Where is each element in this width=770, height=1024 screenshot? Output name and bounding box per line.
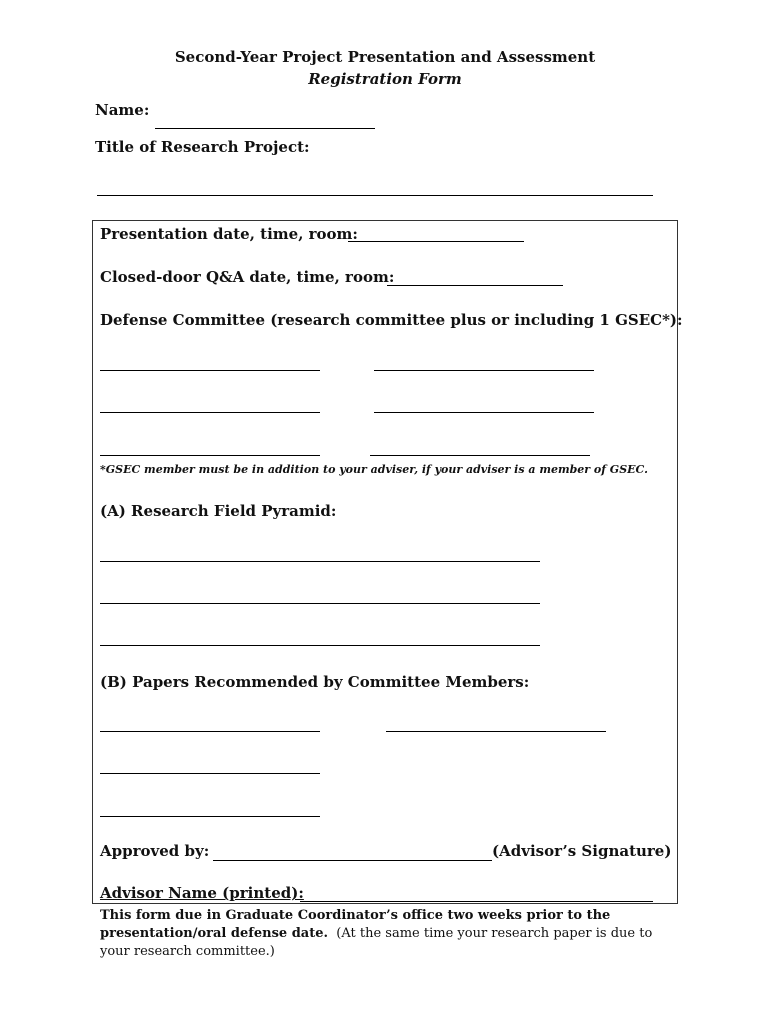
research-title-line[interactable] <box>97 195 653 196</box>
committee-line[interactable] <box>100 370 320 371</box>
papers-line[interactable] <box>386 731 606 732</box>
pyramid-label: (A) Research Field Pyramid: <box>100 502 337 520</box>
committee-line[interactable] <box>374 412 594 413</box>
presentation-label: Presentation date, time, room: <box>100 225 358 243</box>
footer-bold-text: This form due in Graduate Coordinator’s office two weeks prior to the presentation/oral defense date. <box>100 908 611 941</box>
footer-note <box>100 907 680 961</box>
papers-line[interactable] <box>100 773 320 774</box>
form-title: Second-Year Project Presentation and Assessment <box>174 48 596 66</box>
papers-line[interactable] <box>100 816 320 817</box>
committee-label: Defense Committee (research committee plus or including 1 GSEC*): <box>100 311 683 329</box>
committee-line[interactable] <box>100 455 320 456</box>
form-subtitle: Registration Form <box>308 70 462 88</box>
footer-normal-text: (At the same time your research paper is due to your research committee.) <box>100 926 653 959</box>
approved-by-label: Approved by: <box>100 842 210 860</box>
committee-line[interactable] <box>370 455 590 456</box>
advisor-name-line[interactable] <box>300 901 653 902</box>
pyramid-line[interactable] <box>100 561 540 562</box>
pyramid-line[interactable] <box>100 645 540 646</box>
research-title-label: Title of Research Project: <box>95 138 310 156</box>
papers-line[interactable] <box>100 731 320 732</box>
qa-line[interactable] <box>387 285 563 286</box>
committee-line[interactable] <box>374 370 594 371</box>
advisor-signature-line[interactable] <box>213 860 492 861</box>
advisor-name-label: Advisor Name (printed): <box>100 884 304 902</box>
committee-line[interactable] <box>100 412 320 413</box>
name-label: Name: <box>95 101 150 119</box>
presentation-line[interactable] <box>348 241 524 242</box>
pyramid-line[interactable] <box>100 603 540 604</box>
papers-label: (B) Papers Recommended by Committee Members: <box>100 673 530 691</box>
qa-label: Closed-door Q&A date, time, room: <box>100 268 395 286</box>
gsec-note: *GSEC member must be in addition to your adviser, if your adviser is a member of GSEC. <box>100 463 648 476</box>
name-line[interactable] <box>155 128 375 129</box>
advisor-signature-label: (Advisor’s Signature) <box>492 842 672 860</box>
